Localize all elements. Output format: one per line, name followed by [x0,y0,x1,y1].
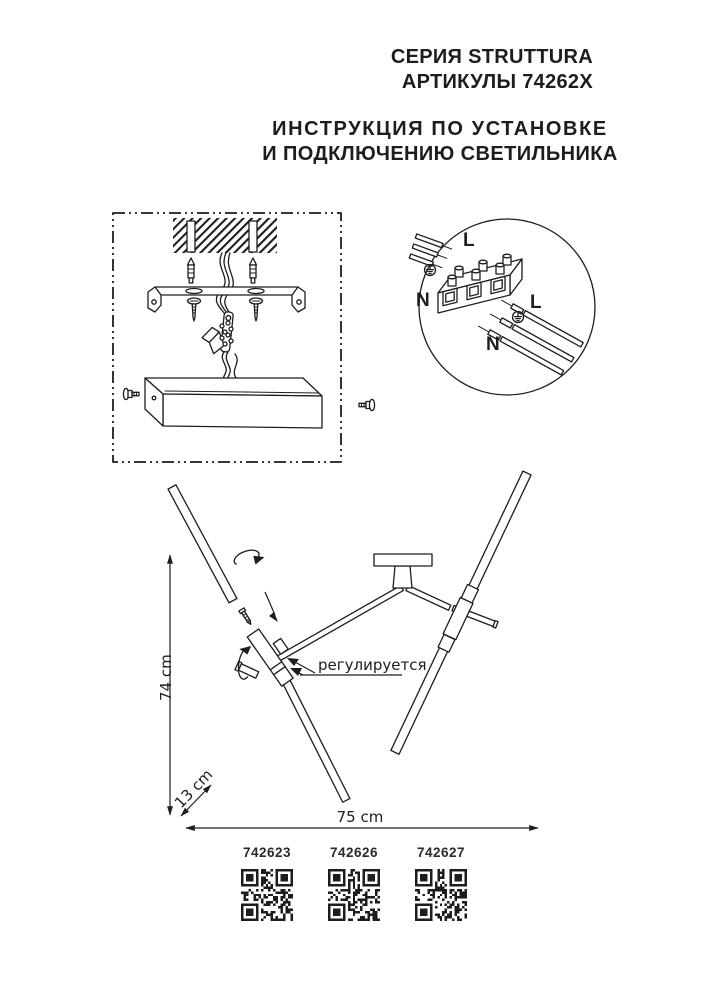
article-number: 742627 [416,845,466,860]
rotate-arrow-upper [232,546,266,571]
insert-arrow [265,592,278,622]
ceiling-canopy [374,554,432,588]
terminal-hole [443,288,457,305]
article-list [241,845,467,921]
drill-hole [187,221,195,252]
mounting-screw [250,298,263,321]
svg-text:75 cm: 75 cm [336,808,384,826]
detached-rod [168,485,237,603]
adjustable-callout [287,656,426,676]
fixture-base-box [145,378,322,428]
qr-code [328,869,380,921]
terminal-hole [467,282,481,299]
qr-code [415,869,467,921]
dimension-offset [171,766,216,816]
mounting-screw [188,298,201,321]
terminal-assembly [200,312,233,356]
article-item [415,845,467,921]
article-item [241,845,293,921]
arm-right [406,585,451,610]
mains-wires [216,253,233,315]
set-screw [239,608,253,626]
series-title: СЕРИЯ STRUTTURA [390,46,593,68]
terminal-hole [491,276,505,293]
side-screw [359,399,375,410]
wiring-detail-diagram [412,210,607,405]
svg-text:13 cm: 13 cm [170,765,217,812]
series-title-block [391,45,593,95]
instruction-title-block [260,117,620,167]
article-number: 742623 [242,845,292,860]
articles-title: АРТИКУЛЫ 74262X [401,71,593,93]
earth-icon [513,312,524,323]
bracket-slot [186,289,202,294]
earth-icon [425,265,436,276]
wall-anchor [188,258,195,283]
keyhole [152,396,156,400]
fixture-diagram [155,465,610,845]
drill-hole [249,221,257,252]
bracket-slot [248,289,264,294]
installation-diagram [108,208,388,472]
instruction-line1: ИНСТРУКЦИЯ ПО УСТАНОВКЕ [272,118,608,140]
article-item [328,845,380,921]
svg-text:74 cm: 74 cm [157,654,175,701]
arm-left [270,586,403,665]
instruction-line2: И ПОДКЛЮЧЕНИЮ СВЕТИЛЬНИКА [262,143,618,165]
terminal-live-label: L [463,230,475,251]
ceiling-section [173,218,277,253]
left-lower-tube [281,677,349,802]
qr-code [241,869,293,921]
terminal-neutral-label: N [416,290,430,311]
article-number: 742626 [329,845,379,860]
dimension-height [157,555,175,815]
adjustable-label: регулируется [318,656,427,674]
wall-anchor [250,258,257,283]
wire-neutral-label: N [486,334,500,355]
side-screw [123,388,139,399]
wire-live-label: L [530,292,542,313]
dimension-width [186,808,538,828]
